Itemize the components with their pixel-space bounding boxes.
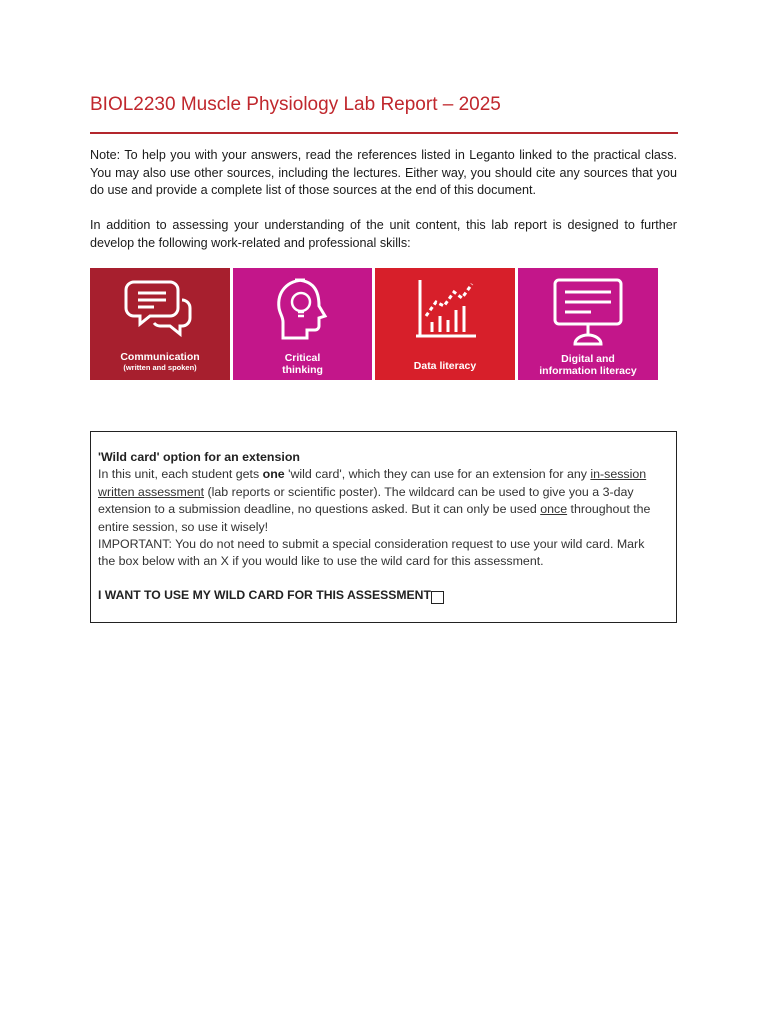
skill-label: Data literacy — [413, 360, 477, 372]
note-paragraph: Note: To help you with your answers, read the references listed in Leganto linked to the practical class. You may also use other sources, including the lectures. Either way, you should cite any sources that you do use and provide a complete list of those sources at the end of this document. — [90, 148, 677, 197]
skill-tile-data-literacy — [375, 268, 515, 380]
skill-label: Communication (written and spoken) — [120, 351, 200, 372]
head-lightbulb-icon — [271, 276, 335, 342]
skill-label: Critical thinking — [282, 352, 323, 376]
in-session-assessment-link: in-session written assessment — [98, 467, 647, 499]
skill-tile-digital-literacy — [518, 268, 658, 380]
document-title: BIOL2230 Muscle Physiology Lab Report – 2025 — [90, 94, 501, 115]
skill-tile-communication — [90, 268, 230, 380]
monitor-icon — [551, 276, 625, 350]
skills-paragraph: In addition to assessing your understanding of the unit content, this lab report is designed to further develop the following work-related and professional skills: — [90, 218, 677, 250]
wildcard-box — [90, 431, 677, 623]
important-note: IMPORTANT: You do not need to submit a special consideration request to use your wild card. Mark the box below with an X if you would like to use the wild card for this assessment. — [98, 537, 645, 569]
speech-bubbles-icon — [124, 276, 196, 338]
chart-icon — [410, 276, 480, 342]
skill-label: Digital and information literacy — [539, 353, 637, 377]
wildcard-checkbox[interactable] — [431, 591, 444, 604]
skill-tile-critical-thinking — [233, 268, 372, 380]
skills-tiles — [90, 268, 658, 380]
wildcard-assertion-label: I WANT TO USE MY WILD CARD FOR THIS ASSESSMENT — [98, 588, 431, 602]
wildcard-heading: 'Wild card' option for an extension — [98, 450, 300, 464]
title-divider — [90, 132, 678, 134]
wildcard-text: 'Wild card' option for an extension In this unit, each student gets one 'wild card', which they can use for an extension for any in-session written assessment (lab reports or scientific poster). The wildcard can be used to give you a 3-day extension to a submission deadline, no questions asked. But it can only be used once throughout the entire session, so use it wisely! IMPORTANT: You do not need to submit a special consideration request to use your wild card. Mark the box below with an X if you would like to use the wild card for this assessment. — [98, 450, 651, 569]
